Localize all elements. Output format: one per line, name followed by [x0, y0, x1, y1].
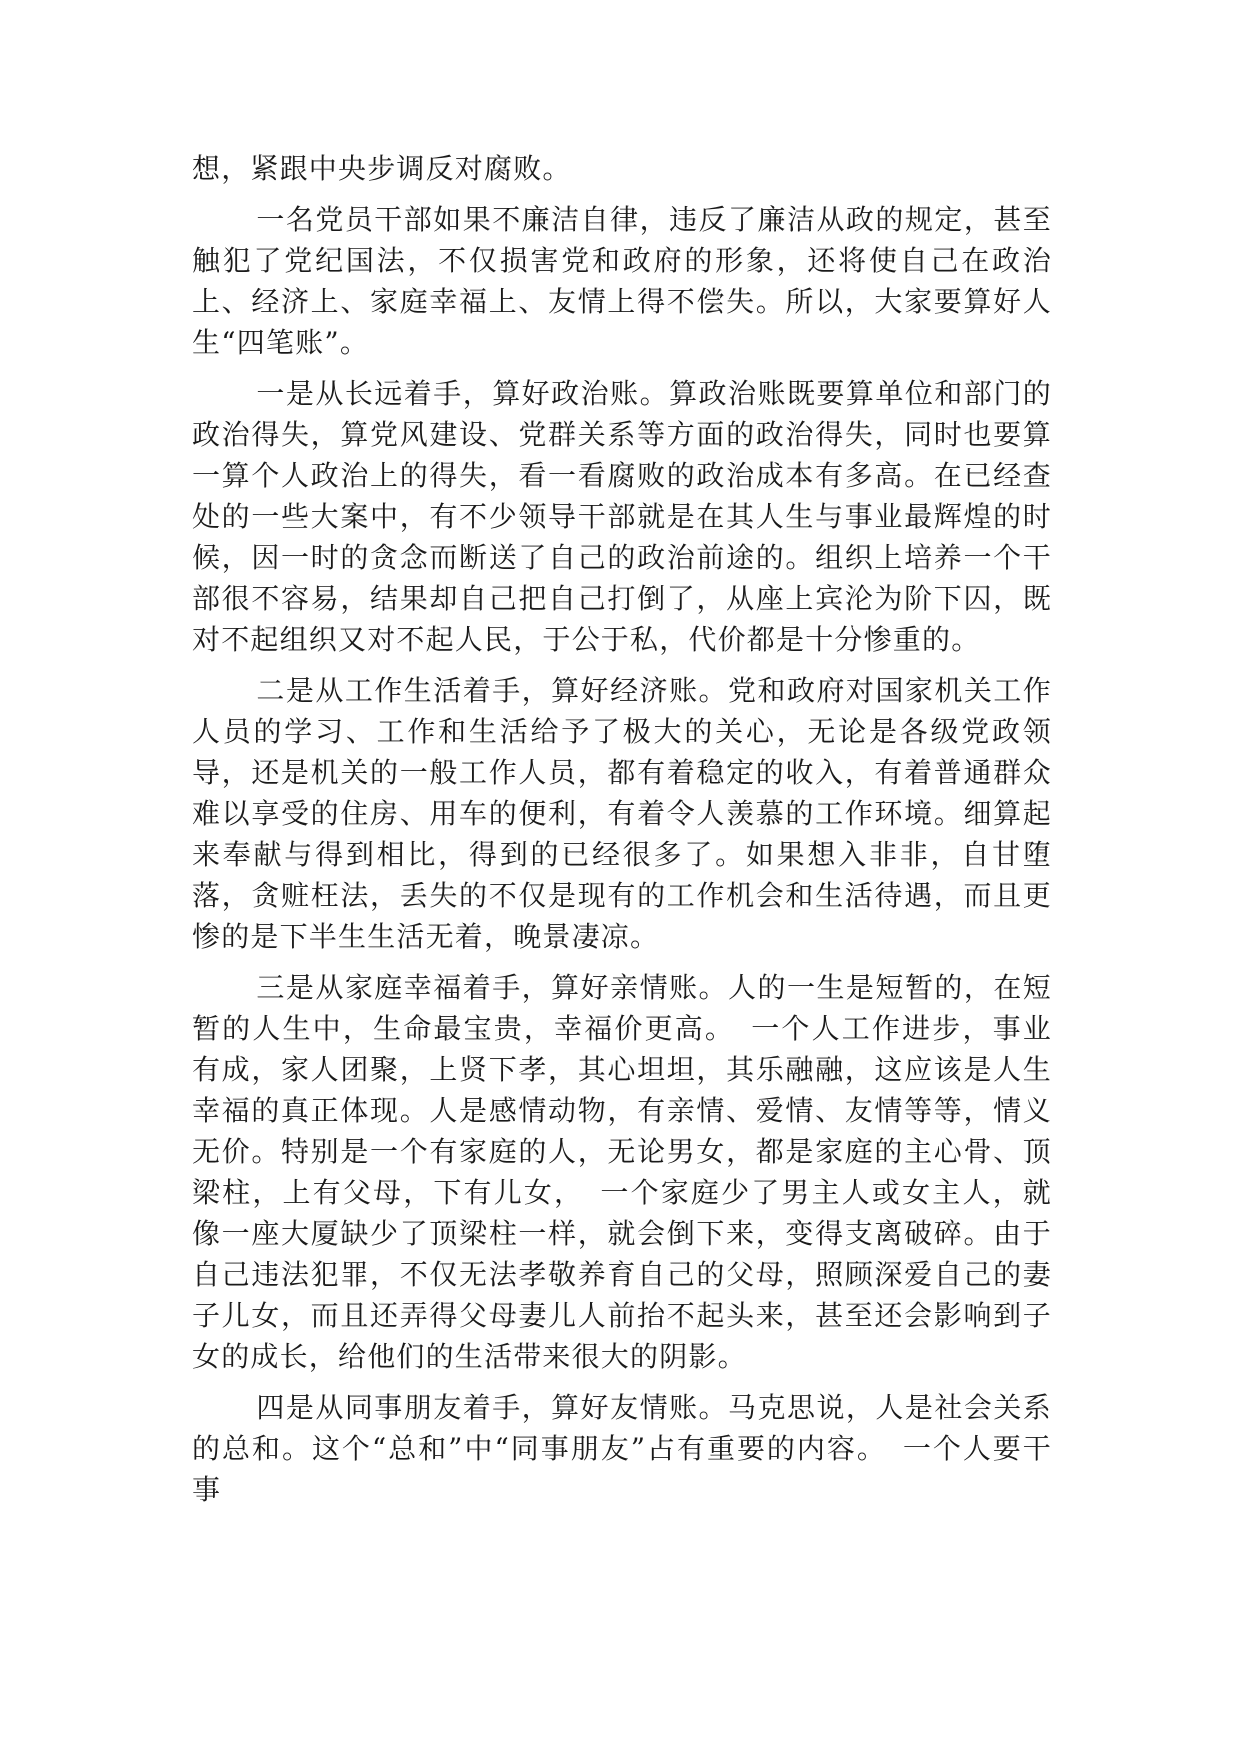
paragraph-friendship-account: 四是从同事朋友着手，算好友情账。马克思说，人是社会关系的总和。这个“总和”中“同事朋友”占有重要的内容。 一个人要干事 — [192, 1391, 1052, 1506]
paragraph-political-account: 一是从长远着手，算好政治账。算政治账既要算单位和部门的政治得失，算党风建设、党群关系等方面的政治得失，同时也要算一算个人政治上的得失，看一看腐败的政治成本有多高。在已经查处的一些大案中，有不少领导干部就是在其人生与事业最辉煌的时候，因一时的贪念而断送了自己的政治前途的。组织上培养一个干部很不容易，结果却自己把自己打倒了，从座上宾沦为阶下囚，既对不起组织又对不起人民，于公于私，代价都是十分惨重的。 — [192, 377, 1052, 656]
paragraph-intro: 一名党员干部如果不廉洁自律，违反了廉洁从政的规定，甚至触犯了党纪国法，不仅损害党和政府的形象，还将使自己在政治上、经济上、家庭幸福上、友情上得不偿失。所以，大家要算好人生“四笔账”。 — [192, 203, 1052, 359]
paragraph-family-account: 三是从家庭幸福着手，算好亲情账。人的一生是短暂的，在短暂的人生中，生命最宝贵，幸福价更高。 一个人工作进步，事业有成，家人团聚，上贤下孝，其心坦坦，其乐融融，这应该是人生幸福的真正体现。人是感情动物，有亲情、爱情、友情等等，情义无价。特别是一个有家庭的人，无论男女，都是家庭的主心骨、顶梁柱，上有父母，下有儿女， 一个家庭少了男主人或女主人，就像一座大厦缺少了顶梁柱一样，就会倒下来，变得支离破碎。由于自己违法犯罪，不仅无法孝敬养育自己的父母，照顾深爱自己的妻子儿女，而且还弄得父母妻儿人前抬不起头来，甚至还会影响到子女的成长，给他们的生活带来很大的阴影。 — [192, 971, 1052, 1373]
paragraph-continuation: 想，紧跟中央步调反对腐败。 — [192, 152, 572, 185]
paragraph-economic-account: 二是从工作生活着手，算好经济账。党和政府对国家机关工作人员的学习、工作和生活给予了极大的关心，无论是各级党政领导，还是机关的一般工作人员，都有着稳定的收入，有着普通群众难以享受的住房、用车的便利，有着令人羡慕的工作环境。细算起来奉献与得到相比，得到的已经很多了。如果想入非非，自甘堕落，贪赃枉法，丢失的不仅是现有的工作机会和生活待遇，而且更惨的是下半生生活无着，晚景凄凉。 — [192, 674, 1052, 953]
document-body — [192, 148, 1052, 1520]
